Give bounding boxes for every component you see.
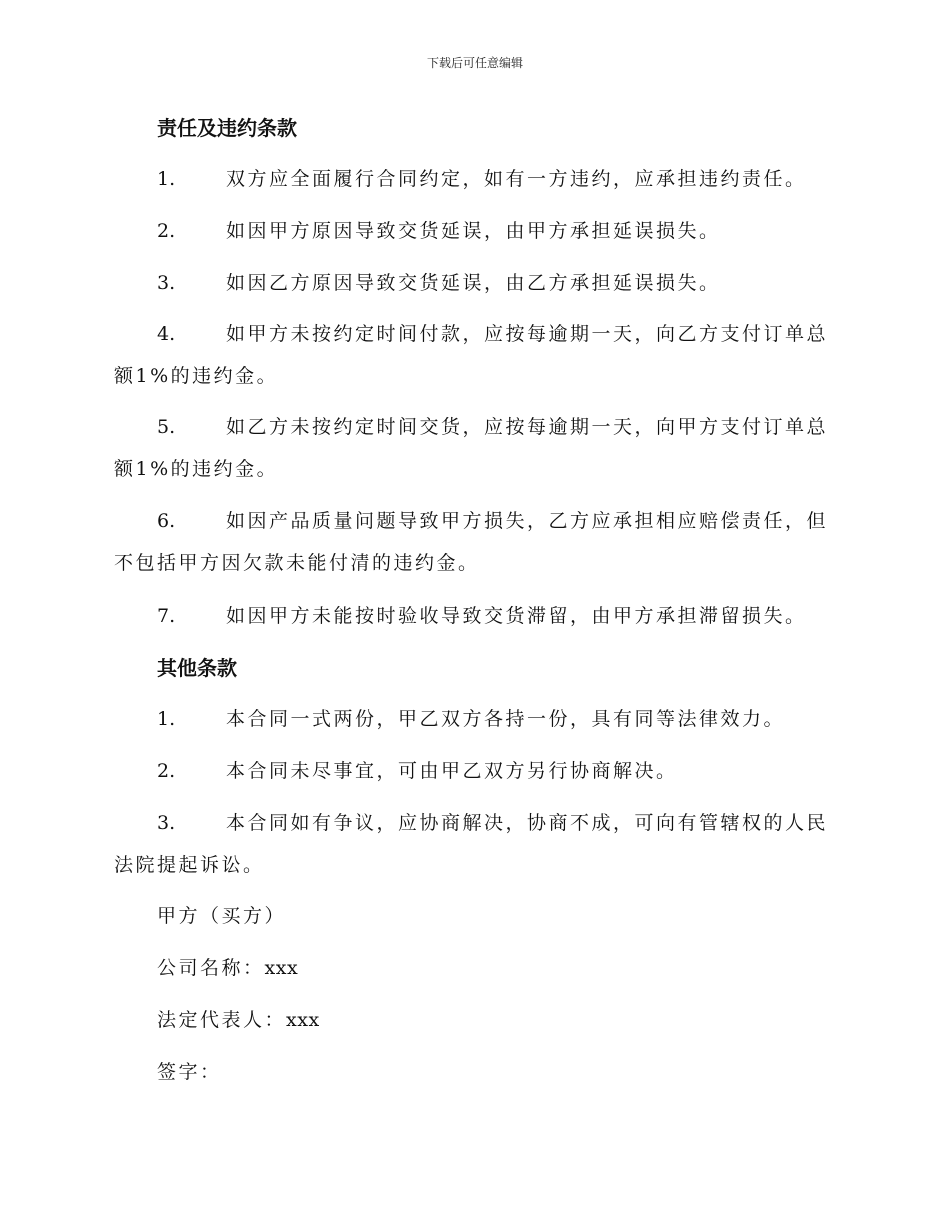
company-name-line (157, 954, 298, 982)
page-header: 下载后可任意编辑 (426, 56, 523, 70)
legal-rep-value: xxx (286, 1009, 320, 1031)
list-item (114, 750, 834, 792)
section-title-other: 其他条款 (157, 656, 237, 680)
party-title: 甲方（买方） (157, 905, 287, 927)
item-number: 7. (157, 605, 176, 627)
item-text: 如乙方未按约定时间交货，应按每逾期一天，向甲方支付订单总额1%的违约金。 (114, 416, 829, 480)
legal-rep-line (157, 1006, 320, 1034)
item-number: 2. (157, 760, 176, 782)
list-item (114, 802, 834, 886)
item-number: 1. (157, 708, 176, 730)
list-item (114, 313, 834, 397)
item-number: 5. (157, 416, 176, 438)
legal-rep-label: 法定代表人： (157, 1009, 287, 1031)
company-name-value: xxx (264, 957, 299, 979)
company-name-label: 公司名称： (157, 957, 265, 979)
list-item (114, 406, 834, 490)
item-text: 本合同一式两份，甲乙双方各持一份，具有同等法律效力。 (226, 708, 786, 730)
item-text: 本合同如有争议，应协商解决，协商不成，可向有管辖权的人民法院提起诉讼。 (114, 812, 829, 876)
list-item (114, 595, 834, 637)
list-item (114, 698, 834, 740)
item-text: 如因甲方未能按时验收导致交货滞留，由甲方承担滞留损失。 (226, 605, 807, 627)
item-number: 3. (157, 812, 176, 834)
item-number: 6. (157, 510, 176, 532)
item-number: 2. (157, 220, 176, 242)
item-text: 如因乙方原因导致交货延误，由乙方承担延误损失。 (226, 272, 721, 294)
item-number: 1. (157, 168, 176, 190)
item-text: 如甲方未按约定时间付款，应按每逾期一天，向乙方支付订单总额1%的违约金。 (114, 323, 829, 387)
item-text: 如因甲方原因导致交货延误，由甲方承担延误损失。 (226, 220, 721, 242)
item-text: 双方应全面履行合同约定，如有一方违约，应承担违约责任。 (226, 168, 807, 190)
signature-label: 签字： (157, 1061, 222, 1083)
list-item (114, 262, 834, 304)
item-number: 3. (157, 272, 176, 294)
section-title-liability: 责任及违约条款 (157, 116, 297, 140)
list-item (114, 158, 834, 200)
item-text: 如因产品质量问题导致甲方损失，乙方应承担相应赔偿责任，但不包括甲方因欠款未能付清的违约金。 (114, 510, 829, 574)
item-text: 本合同未尽事宜，可由甲乙双方另行协商解决。 (226, 760, 678, 782)
list-item (114, 210, 834, 252)
item-number: 4. (157, 323, 176, 345)
list-item (114, 500, 834, 584)
